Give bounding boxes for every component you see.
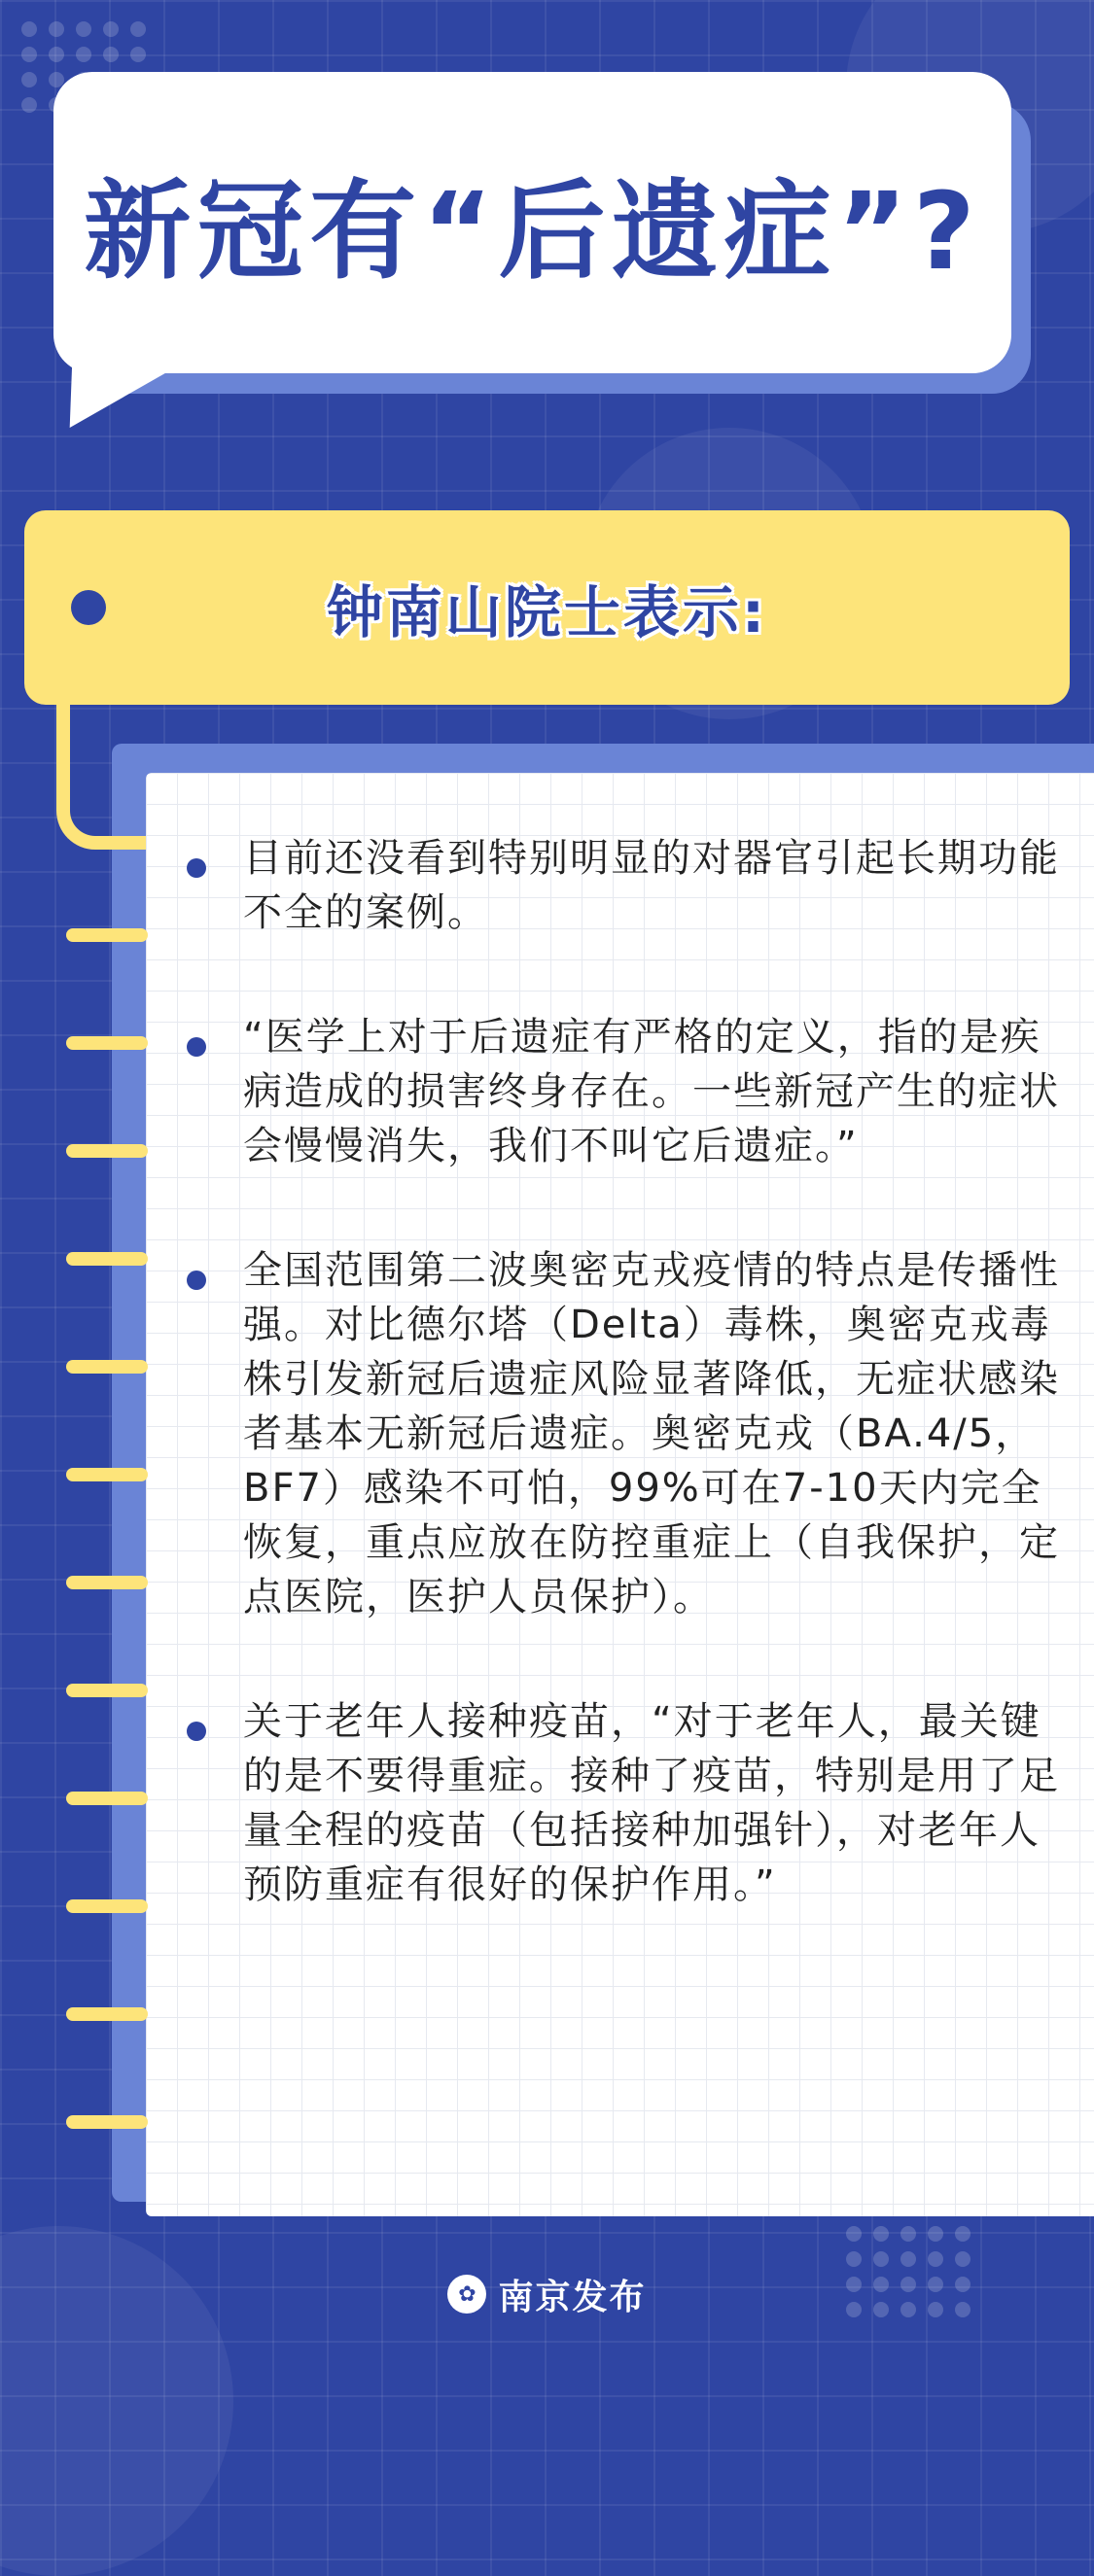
list-item-text: “医学上对于后遗症有严格的定义，指的是疾病造成的损害终身存在。一些新冠产生的症状会慢慢消失，我们不叫它后遗症。” bbox=[243, 1015, 1060, 1168]
bullet-dot-icon bbox=[187, 1271, 206, 1290]
list-item-text: 全国范围第二波奥密克戎疫情的特点是传播性强。对比德尔塔（Delta）毒株，奥密克戎毒株引发新冠后遗症风险显著降低，无症状感染者基本无新冠后遗症。奥密克戎（BA.4/5，BF7）感染不可怕，99%可在7-10天内完全恢复，重点应放在防控重症上（自我保护，定点医院，医护人员保护）。 bbox=[243, 1248, 1060, 1619]
title-bubble bbox=[53, 72, 1011, 373]
page-title: 新冠有“后遗症”? bbox=[84, 169, 981, 294]
binder-tab bbox=[66, 1792, 148, 1805]
binder-hook bbox=[56, 700, 158, 850]
footer-brand-name: 南京发布 bbox=[498, 2277, 647, 2317]
binder-tab bbox=[66, 2115, 148, 2129]
binder-tab bbox=[66, 1144, 148, 1158]
list-item bbox=[146, 1010, 1060, 1173]
list-item bbox=[146, 831, 1060, 940]
binder-tab bbox=[66, 928, 148, 942]
bullet-dot-icon bbox=[187, 1037, 206, 1057]
banner-subtitle: 钟南山院士表示: bbox=[326, 579, 768, 645]
footer-brand bbox=[0, 2265, 1094, 2323]
binder-tab bbox=[66, 1468, 148, 1481]
binder-tab bbox=[66, 1252, 148, 1266]
subtitle-banner bbox=[24, 510, 1070, 705]
binder-tab bbox=[66, 1036, 148, 1050]
bullet-dot-icon bbox=[187, 858, 206, 878]
flower-logo-icon: ✿ bbox=[447, 2275, 486, 2314]
bullet-dot-icon bbox=[187, 1722, 206, 1741]
list-item-text: 目前还没看到特别明显的对器官引起长期功能不全的案例。 bbox=[243, 836, 1060, 935]
binder-tab bbox=[66, 2007, 148, 2021]
binder-tab bbox=[66, 1360, 148, 1374]
banner-dot-icon bbox=[71, 590, 106, 625]
content-list bbox=[146, 831, 1060, 1982]
binder-tab bbox=[66, 1576, 148, 1589]
binder-tab bbox=[66, 1684, 148, 1697]
binder-tab bbox=[66, 1899, 148, 1913]
list-item bbox=[146, 1243, 1060, 1624]
list-item bbox=[146, 1694, 1060, 1912]
list-item-text: 关于老年人接种疫苗，“对于老年人，最关键的是不要得重症。接种了疫苗，特别是用了足量全程的疫苗（包括接种加强针），对老年人预防重症有很好的保护作用。” bbox=[243, 1699, 1060, 1907]
